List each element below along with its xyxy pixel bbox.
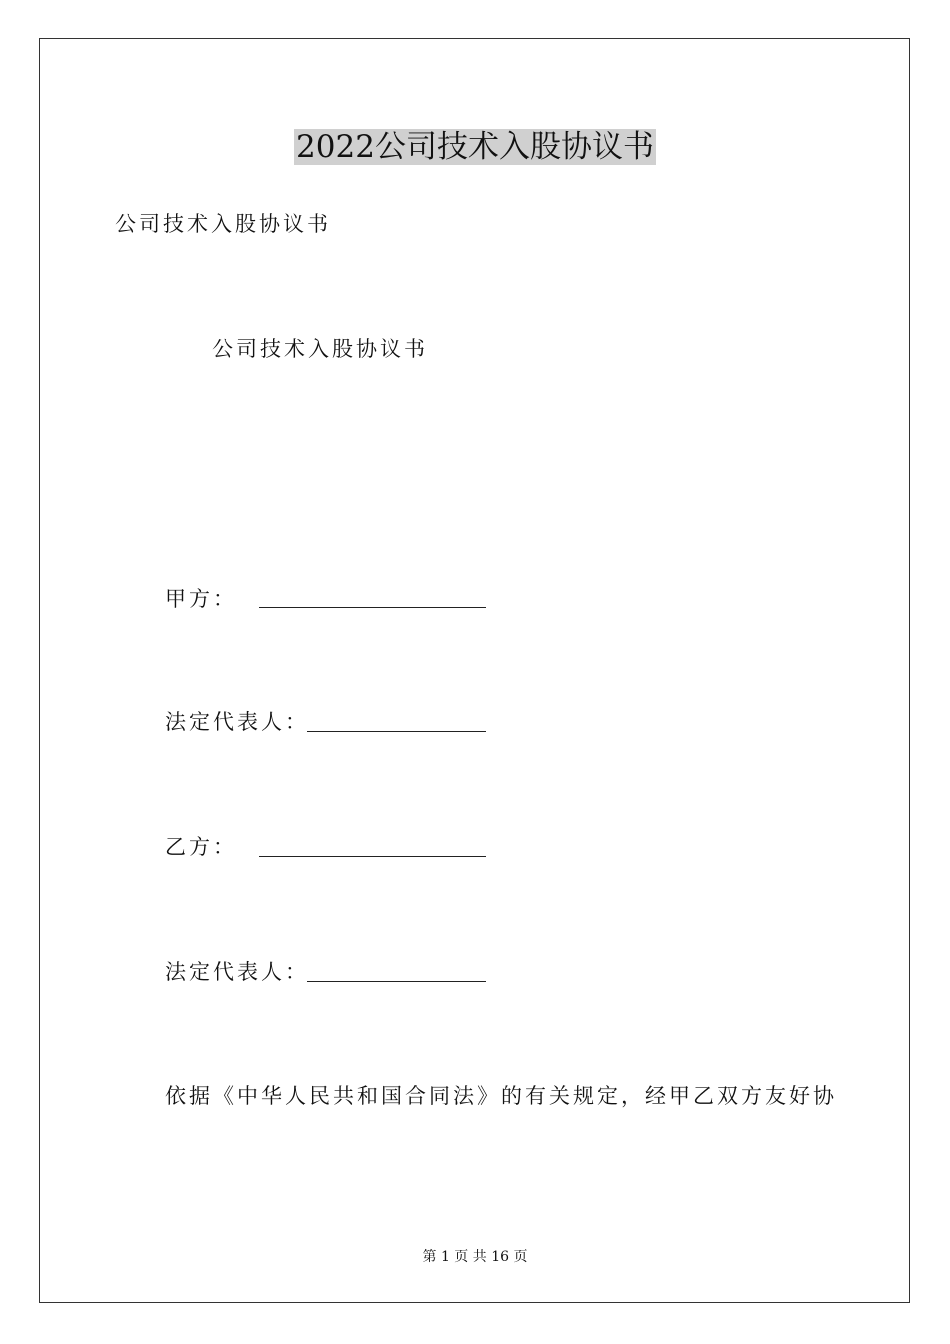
party-a-representative-field: [165, 707, 309, 737]
party-b-blank-line: [259, 856, 486, 857]
party-a-representative-blank-line: [307, 731, 486, 732]
page-footer: 第 1 页 共 16 页: [422, 1249, 528, 1265]
party-a-blank-line: [259, 607, 486, 608]
party-b-representative-blank-line: [307, 981, 486, 982]
party-a-representative-label: 法定代表人：: [165, 710, 309, 734]
cover-title: 公司技术入股协议书: [212, 337, 428, 361]
party-a-field: [165, 584, 237, 614]
party-b-field: [165, 832, 237, 862]
document-title: [0, 125, 950, 169]
document-subtitle: 公司技术入股协议书: [115, 212, 331, 236]
party-b-representative-field: [165, 957, 309, 987]
party-a-label: 甲方：: [165, 587, 237, 611]
party-b-representative-label: 法定代表人：: [165, 960, 309, 984]
document-title-text: 2022公司技术入股协议书: [296, 129, 654, 165]
party-b-label: 乙方：: [165, 835, 237, 859]
body-paragraph: 依据《中华人民共和国合同法》的有关规定，经甲乙双方友好协: [165, 1084, 837, 1108]
